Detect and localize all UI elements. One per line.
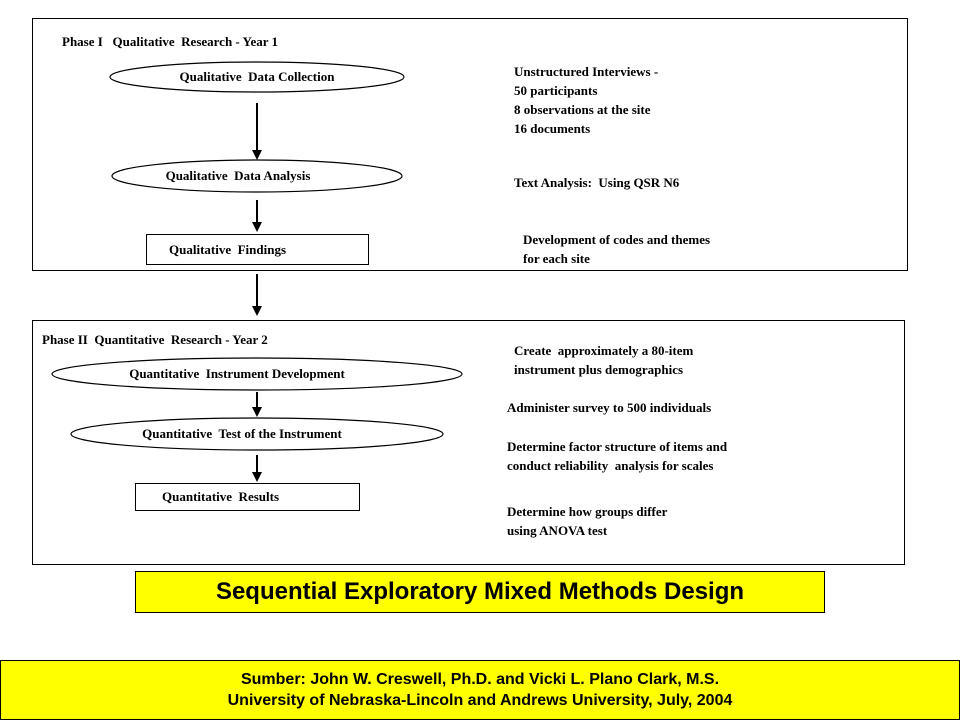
survey-note: Administer survey to 500 individuals	[507, 400, 712, 415]
source-footer	[0, 660, 960, 720]
groups-notes	[507, 502, 667, 540]
design-title: Sequential Exploratory Mixed Methods Design	[135, 571, 825, 613]
note-line: Create approximately a 80-item	[514, 343, 694, 358]
qualitative-findings-label: Qualitative Findings	[169, 242, 287, 257]
note-line: Unstructured Interviews -	[514, 64, 659, 79]
quantitative-instrument-development-label: Quantitative Instrument Development	[129, 366, 345, 381]
note-line: conduct reliability analysis for scales	[507, 458, 714, 473]
note-line: 16 documents	[514, 121, 591, 136]
factor-notes	[507, 437, 727, 475]
note-line: Development of codes and themes	[523, 232, 711, 247]
findings-notes	[523, 230, 710, 268]
qualitative-data-collection-label: Qualitative Data Collection	[179, 69, 335, 84]
note-line: for each site	[523, 251, 590, 266]
note-line: using ANOVA test	[507, 523, 608, 538]
quantitative-results-label: Quantitative Results	[162, 489, 279, 504]
collection-notes	[514, 62, 658, 138]
analysis-note: Text Analysis: Using QSR N6	[514, 175, 680, 190]
phase2-title: Phase II Quantitative Research - Year 2	[42, 332, 268, 347]
qualitative-findings-box	[146, 234, 369, 265]
quantitative-test-label: Quantitative Test of the Instrument	[142, 426, 342, 441]
quantitative-results-box	[135, 483, 360, 511]
note-line: Determine factor structure of items and	[507, 439, 728, 454]
note-line: 50 participants	[514, 83, 598, 98]
note-line: Determine how groups differ	[507, 504, 668, 519]
note-line: 8 observations at the site	[514, 102, 651, 117]
qualitative-data-analysis-label: Qualitative Data Analysis	[165, 168, 311, 183]
source-line-2: University of Nebraska-Lincoln and Andrews University, July, 2004	[227, 692, 733, 709]
note-line: instrument plus demographics	[514, 362, 684, 377]
development-notes	[514, 341, 693, 379]
phase1-title: Phase I Qualitative Research - Year 1	[62, 34, 279, 49]
source-line-1: Sumber: John W. Creswell, Ph.D. and Vicki L. Plano Clark, M.S.	[240, 671, 720, 688]
